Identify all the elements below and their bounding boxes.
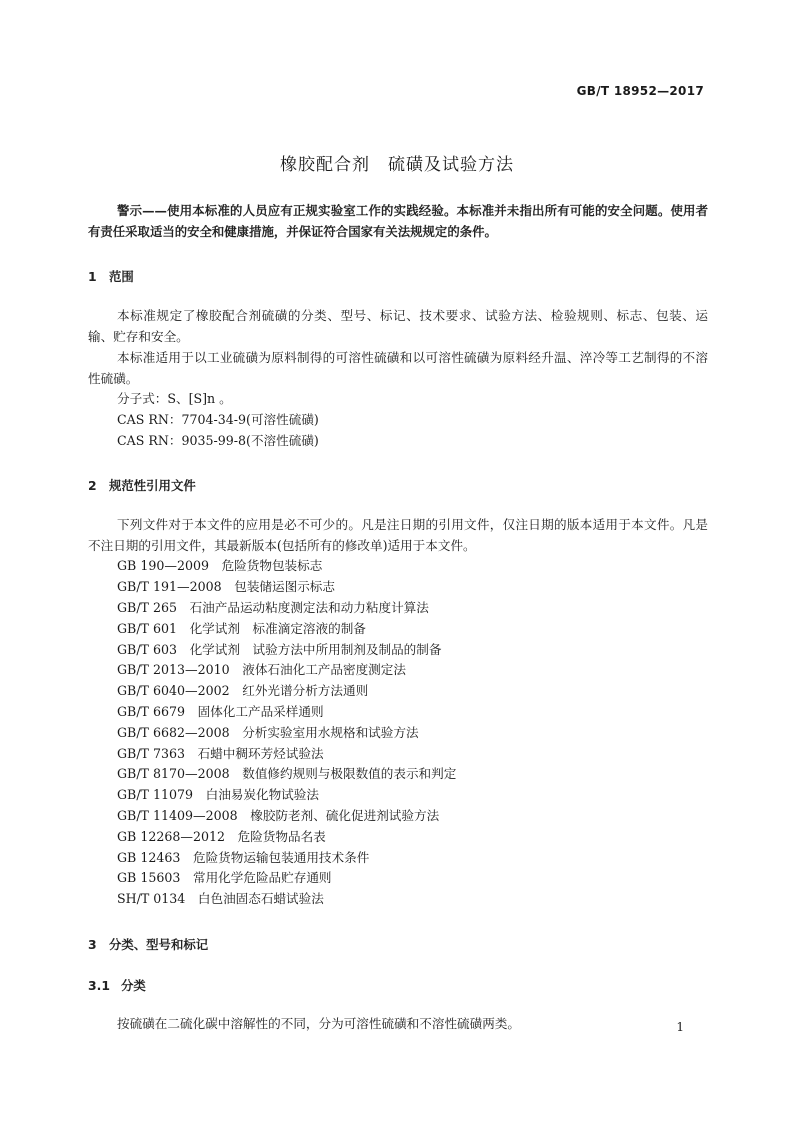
- reference-item: GB 15603 常用化学危险品贮存通则: [117, 870, 332, 886]
- reference-item: GB 12463 危险货物运输包装通用技术条件: [117, 849, 370, 865]
- reference-item: GB/T 7363 石蜡中稠环芳烃试验法: [117, 745, 324, 761]
- section-2-title: 规范性引用文件: [109, 478, 196, 494]
- document-body: [88, 200, 708, 1034]
- scope-paragraph-2: 本标准适用于以工业硫磺为原料制得的可溶性硫磺和以可溶性硫磺为原料经升温、淬冷等工艺制得的不溶性硫磺。: [88, 350, 708, 386]
- reference-item: GB 12268—2012 危险货物品名表: [117, 828, 326, 844]
- reference-item: GB/T 6040—2002 红外光谱分析方法通则: [117, 683, 369, 699]
- reference-item: GB/T 2013—2010 液体石油化工产品密度测定法: [117, 662, 406, 678]
- reference-item: GB/T 6679 固体化工产品采样通则: [117, 703, 324, 719]
- warning-text: 警示——使用本标准的人员应有正规实验室工作的实践经验。本标准并未指出所有可能的安全问题。使用者有责任采取适当的安全和健康措施，并保证符合国家有关法规规定的条件。: [88, 203, 708, 239]
- section-1-title: 范围: [109, 269, 134, 284]
- section-2-number: 2: [88, 478, 97, 494]
- section-2-heading: [88, 476, 708, 496]
- section-1-heading: [88, 267, 708, 287]
- reference-list: [88, 556, 708, 910]
- cas-number-insoluble: CAS RN：9035-99-8(不溶性硫磺): [117, 432, 319, 448]
- molecular-formula: 分子式：S、[S]n 。: [117, 391, 232, 406]
- reference-item: GB 190—2009 危险货物包装标志: [117, 558, 323, 574]
- reference-item: GB/T 603 化学试剂 试验方法中所用制剂及制品的制备: [117, 641, 442, 657]
- cas-number-soluble: CAS RN：7704-34-9(可溶性硫磺): [117, 411, 319, 427]
- section-3-heading: [88, 935, 708, 955]
- section-3-1-number: 3.1: [88, 977, 110, 993]
- page-number: 1: [676, 1020, 684, 1034]
- reference-item: GB/T 11409—2008 橡胶防老剂、硫化促进剂试验方法: [117, 807, 440, 823]
- standard-code: GB/T 18952—2017: [576, 84, 704, 98]
- references-intro: 下列文件对于本文件的应用是必不可少的。凡是注日期的引用文件，仅注日期的版本适用于本文件。凡是不注日期的引用文件，其最新版本(包括所有的修改单)适用于本文件。: [88, 517, 708, 554]
- reference-item: GB/T 6682—2008 分析实验室用水规格和试验方法: [117, 724, 419, 740]
- reference-item: SH/T 0134 白色油固态石蜡试验法: [117, 891, 324, 907]
- section-3-1-title: 分类: [121, 977, 146, 993]
- section-1-number: 1: [88, 269, 97, 284]
- section-3-number: 3: [88, 936, 97, 952]
- classification-paragraph: 按硫磺在二硫化碳中溶解性的不同，分为可溶性硫磺和不溶性硫磺两类。: [117, 1015, 520, 1031]
- reference-item: GB/T 191—2008 包装储运图示标志: [117, 579, 335, 595]
- reference-item: GB/T 11079 白油易炭化物试验法: [117, 787, 319, 803]
- reference-item: GB/T 265 石油产品运动粘度测定法和动力粘度计算法: [117, 599, 429, 615]
- scope-paragraph-1: 本标准规定了橡胶配合剂硫磺的分类、型号、标记、技术要求、试验方法、检验规则、标志、包装、运输、贮存和安全。: [88, 308, 708, 344]
- section-3-title: 分类、型号和标记: [109, 936, 209, 952]
- reference-item: GB/T 8170—2008 数值修约规则与极限数值的表示和判定: [117, 766, 457, 782]
- section-3-1-heading: [88, 976, 708, 996]
- reference-item: GB/T 601 化学试剂 标准滴定溶液的制备: [117, 620, 366, 636]
- document-title: 橡胶配合剂 硫磺及试验方法: [280, 155, 514, 175]
